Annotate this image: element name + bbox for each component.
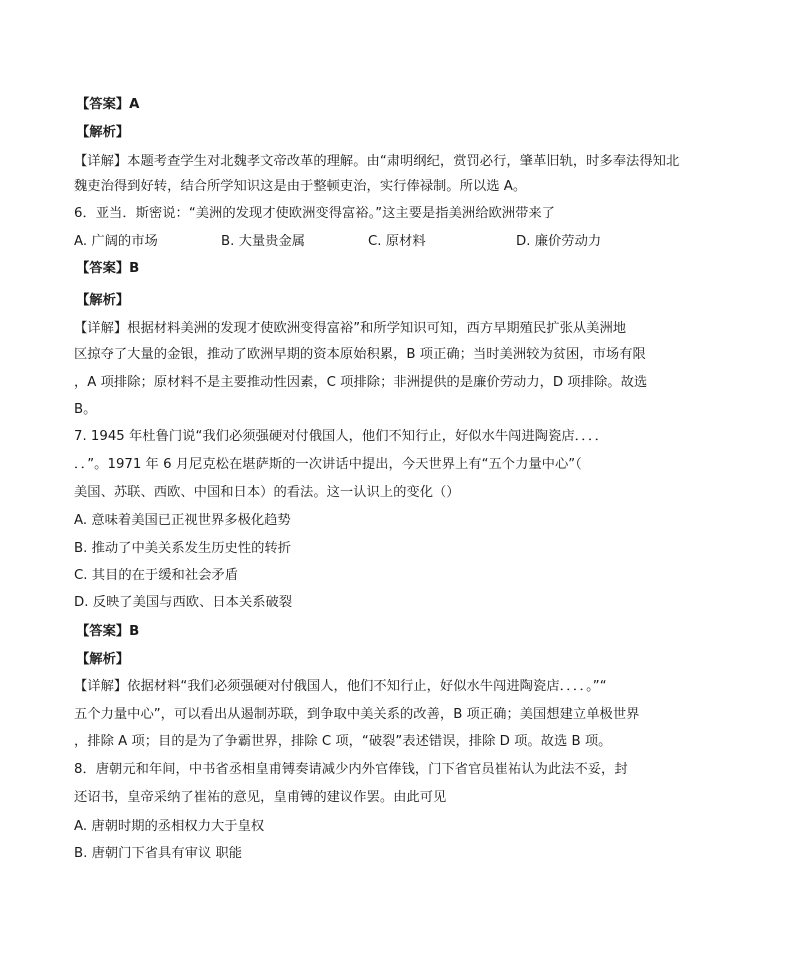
q7-stem-line-1: 7. 1945 年杜鲁门说“我们必须强硬对付俄国人，他们不知行止，好似水牛闯进陶瓷店．．．． [74,429,608,444]
q6-analysis-label: 【解析】 [76,293,130,308]
q8-option-a: A. 唐朝时期的丞相权力大于皇权 [74,819,265,834]
q7-answer: 【答案】B [76,624,140,639]
q8-option-b: B. 唐朝门下省具有审议 职能 [74,846,243,861]
q6-option-c: C. 原材料 [368,234,426,249]
q7-analysis-label: 【解析】 [76,652,130,667]
q7-detail-line-3: ，排除 A 项；目的是为了争霸世界，排除 C 项，“破裂”表述错误，排除 D 项。故选 B 项。 [74,734,612,749]
q6-detail-line-4: B。 [74,402,97,417]
q6-answer: 【答案】B [76,261,140,276]
q7-stem-line-3: 美国、苏联、西欧、中国和日本）的看法。这一认识上的变化（） [74,485,460,500]
q7-stem-line-2: ．．”。1971 年 6 月尼克松在堪萨斯的一次讲话中提出，今天世界上有“五个力量中心”（ [74,457,582,472]
q6-detail-line-3: ，A 项排除；原材料不是主要推动性因素，C 项排除；非洲提供的是廉价劳动力，D 项排除。故选 [74,375,648,390]
q8-stem-line-2: 还诏书，皇帝采纳了崔祐的意见，皇甫镈的建议作罢。由此可见 [74,790,447,805]
q7-option-b: B. 推动了中美关系发生历史性的转折 [74,541,292,556]
q5-analysis-label: 【解析】 [76,125,130,140]
q6-stem: 6．亚当．斯密说：“美洲的发现才使欧洲变得富裕。”这主要是指美洲给欧洲带来了 [74,206,555,221]
q7-detail-line-1: 【详解】依据材料“我们必须强硬对付俄国人，他们不知行止，好似水牛闯进陶瓷店．．．．。”“ [74,679,607,694]
q6-detail-line-1: 【详解】根据材料美洲的发现才使欧洲变得富裕”和所学知识可知，西方早期殖民扩张从美洲地 [74,321,627,336]
q6-detail-line-2: 区掠夺了大量的金银，推动了欧洲早期的资本原始积累，B 项正确；当时美洲较为贫困，市场有限 [74,347,646,362]
q8-stem-line-1: 8．唐朝元和年间，中书省丞相皇甫镈奏请减少内外官俸钱，门下省官员崔祐认为此法不妥，封 [74,762,628,777]
q6-option-b: B. 大量贵金属 [221,234,306,249]
q5-detail-line-2: 魏吏治得到好转，结合所学知识这是由于整顿吏治，实行俸禄制。所以选 A。 [74,179,527,194]
q7-detail-line-2: 五个力量中心”，可以看出从遏制苏联，到争取中美关系的改善，B 项正确；美国想建立单极世界 [74,707,640,722]
q7-option-c: C. 其目的在于缓和社会矛盾 [74,568,239,583]
q7-option-d: D. 反映了美国与西欧、日本关系破裂 [74,595,293,610]
q6-option-a: A. 广阔的市场 [74,234,158,249]
q5-answer: 【答案】A [76,97,140,112]
q7-option-a: A. 意味着美国已正视世界多极化趋势 [74,513,291,528]
q5-detail-line-1: 【详解】本题考查学生对北魏孝文帝改革的理解。由“肃明纲纪，赏罚必行，肇革旧轨，时多奉法得知北 [74,154,680,169]
q6-option-d: D. 廉价劳动力 [516,234,602,249]
